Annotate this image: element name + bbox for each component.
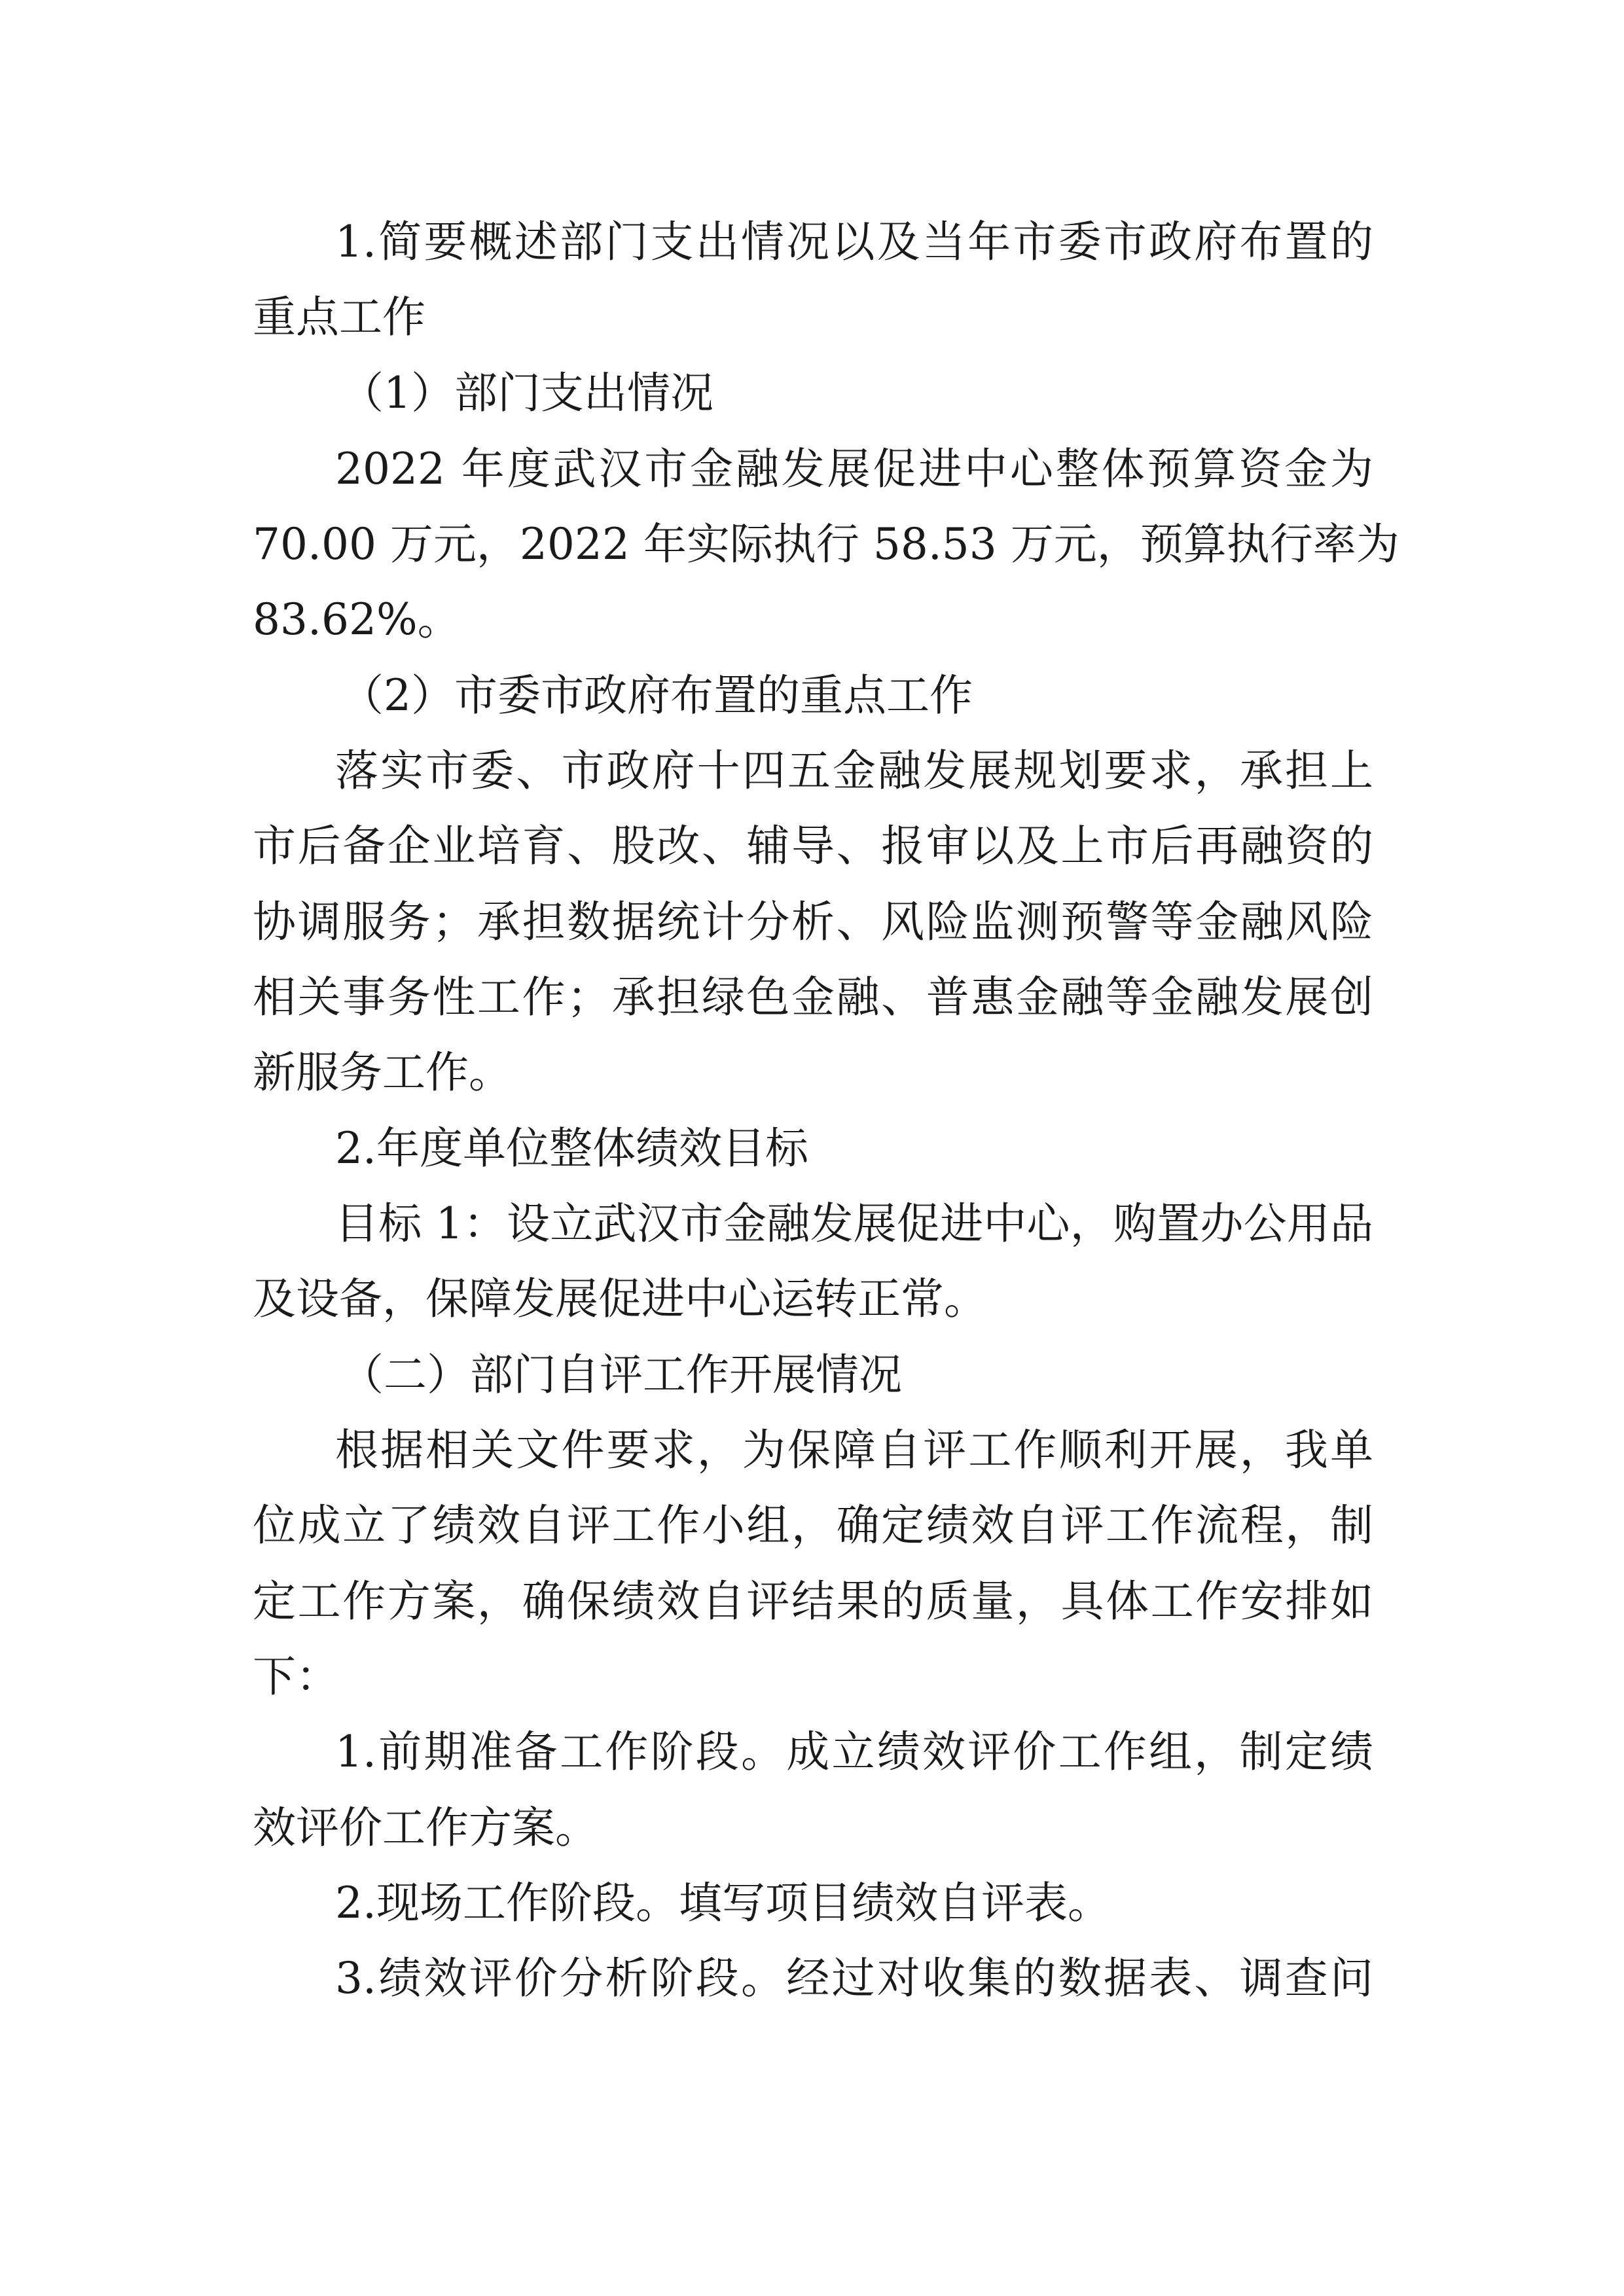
paragraph-line: 下： xyxy=(253,1651,339,1702)
paragraph-line: 目标 1：设立武汉市金融发展促进中心，购置办公用品 xyxy=(335,1198,1373,1249)
subheading: 2.年度单位整体绩效目标 xyxy=(335,1123,808,1174)
paragraph-line: 效评价工作方案。 xyxy=(253,1803,598,1853)
paragraph-line: 83.62%。 xyxy=(253,594,461,645)
paragraph-line: 70.00 万元，2022 年实际执行 58.53 万元，预算执行率为 xyxy=(253,519,1399,569)
paragraph-line: 协调服务；承担数据统计分析、风险监测预警等金融风险 xyxy=(253,897,1373,947)
paragraph-line: 1.简要概述部门支出情况以及当年市委市政府布置的 xyxy=(335,217,1373,267)
paragraph-line: 位成立了绩效自评工作小组，确定绩效自评工作流程，制 xyxy=(253,1500,1373,1551)
paragraph-line: 2.现场工作阶段。填写项目绩效自评表。 xyxy=(335,1878,1111,1928)
paragraph-line: 3.绩效评价分析阶段。经过对收集的数据表、调查问 xyxy=(335,1953,1373,2003)
paragraph-line: 落实市委、市政府十四五金融发展规划要求，承担上 xyxy=(335,745,1373,796)
paragraph-line: 根据相关文件要求，为保障自评工作顺利开展，我单 xyxy=(335,1425,1373,1475)
subheading: （2）市委市政府布置的重点工作 xyxy=(340,670,973,721)
section-heading: （二）部门自评工作开展情况 xyxy=(340,1350,902,1400)
paragraph-line: 定工作方案，确保绩效自评结果的质量，具体工作安排如 xyxy=(253,1576,1373,1626)
paragraph-line: 及设备，保障发展促进中心运转正常。 xyxy=(253,1274,987,1324)
paragraph-line: 2022 年度武汉市金融发展促进中心整体预算资金为 xyxy=(335,444,1373,494)
paragraph-line: 重点工作 xyxy=(253,292,425,342)
paragraph-line: 相关事务性工作；承担绿色金融、普惠金融等金融发展创 xyxy=(253,972,1373,1022)
paragraph-line: 市后备企业培育、股改、辅导、报审以及上市后再融资的 xyxy=(253,821,1373,871)
paragraph-line: 新服务工作。 xyxy=(253,1047,512,1098)
paragraph-line: 1.前期准备工作阶段。成立绩效评价工作组，制定绩 xyxy=(335,1727,1373,1777)
subheading: （1）部门支出情况 xyxy=(340,368,713,418)
